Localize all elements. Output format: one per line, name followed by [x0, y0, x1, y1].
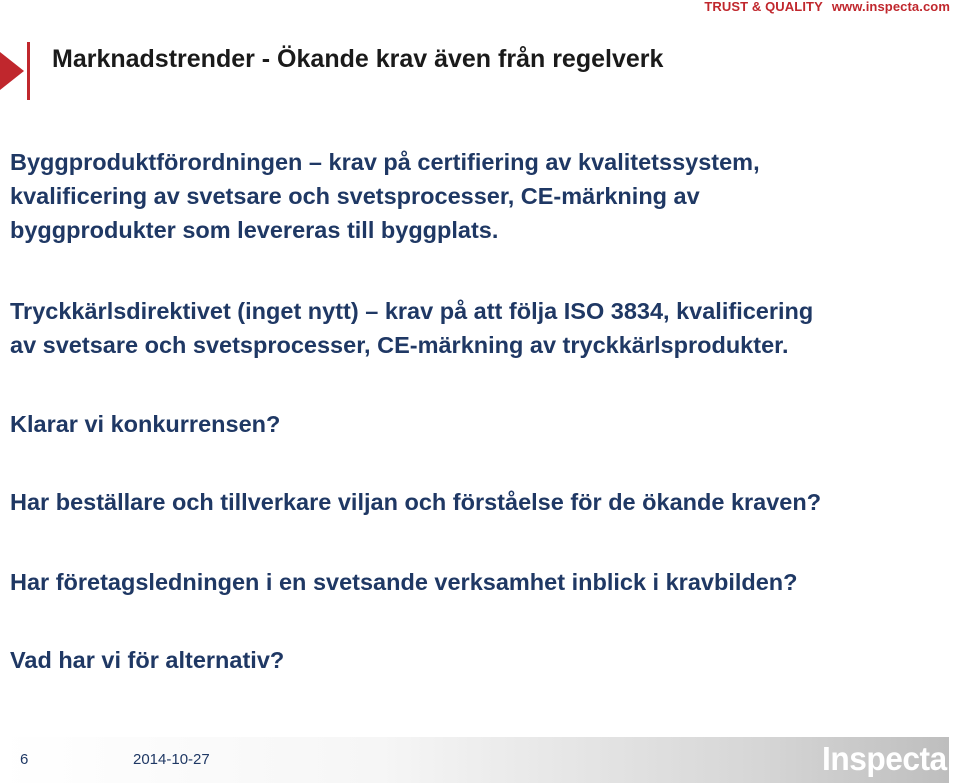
footer-date: 2014-10-27 [133, 751, 210, 768]
paragraph-alternatives-question [10, 643, 284, 677]
inspecta-logo: Inspecta [822, 740, 947, 777]
paragraph-line: Vad har vi för alternativ? [10, 647, 285, 673]
paragraph-pressure-equipment [10, 294, 813, 362]
page-title: Marknadstrender - Ökande krav även från regelverk [52, 45, 664, 73]
brand-url: www.inspecta.com [831, 0, 950, 14]
paragraph-line: Klarar vi konkurrensen? [10, 411, 281, 437]
paragraph-management-question [10, 565, 798, 599]
paragraph-line: Tryckkärlsdirektivet (inget nytt) – krav på att följa ISO 3834, kvalificering [10, 298, 814, 324]
paragraph-construction-products [10, 145, 760, 247]
paragraph-line: Har företagsledningen i en svetsande verksamhet inblick i kravbilden? [10, 569, 798, 595]
paragraph-line: Har beställare och tillverkare viljan och förståelse för de ökande kraven? [10, 489, 822, 515]
title-divider [27, 42, 30, 100]
paragraph-line: av svetsare och svetsprocesser, CE-märkning av tryckkärlsprodukter. [10, 332, 789, 358]
paragraph-buyers-question [10, 485, 821, 519]
paragraph-line: Byggproduktförordningen – krav på certifiering av kvalitetssystem, [10, 149, 760, 175]
slide-footer [0, 737, 960, 783]
brand-header [704, 0, 950, 14]
paragraph-competition-question [10, 407, 280, 441]
brand-tagline: TRUST & QUALITY [704, 0, 823, 14]
page-number: 6 [20, 751, 29, 768]
paragraph-line: kvalificering av svetsare och svetsprocesser, CE-märkning av [10, 183, 700, 209]
paragraph-line: byggprodukter som levereras till byggplats. [10, 217, 499, 243]
